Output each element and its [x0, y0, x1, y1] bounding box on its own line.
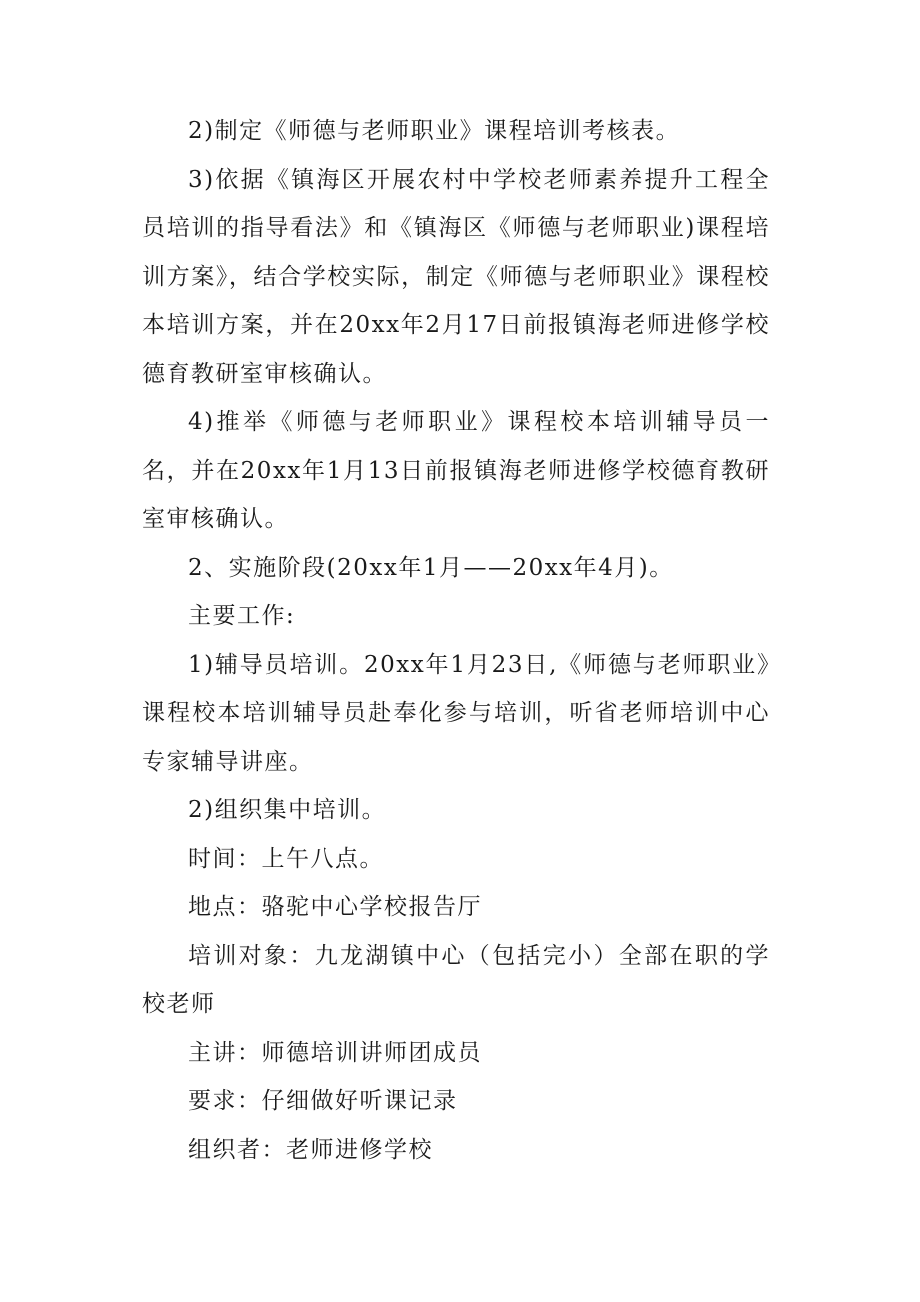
paragraph-lecturer: 主讲：师德培训讲师团成员: [188, 1039, 482, 1066]
paragraph-time: 时间：上午八点。: [188, 845, 384, 872]
paragraph-trainees: 培训对象：九龙湖镇中心（包括完小）全部在职的学校老师: [142, 942, 770, 1017]
document-body: [142, 107, 770, 1174]
paragraph-assessment-form: 2)制定《师德与老师职业》课程培训考核表。: [188, 118, 681, 144]
paragraph-tutor-training: 1)辅导员培训。20xx年1月23日,《师德与老师职业》课程校本培训辅导员赴奉化参与培训，听省老师培训中心专家辅导讲座。: [142, 651, 770, 775]
paragraph-training-plan: 3)依据《镇海区开展农村中学校老师素养提升工程全员培训的指导看法》和《镇海区《师德与老师职业)课程培训方案》，结合学校实际，制定《师德与老师职业》课程校本培训方案，并在20xx年2月17日前报镇海老师进修学校德育教研室审核确认。: [142, 166, 770, 387]
paragraph-centralized-training: 2)组织集中培训。: [188, 797, 387, 823]
paragraph-tutor-recommendation: 4)推举《师德与老师职业》课程校本培训辅导员一名，并在20xx年1月13日前报镇海老师进修学校德育教研室审核确认。: [142, 409, 770, 532]
paragraph-location: 地点：骆驼中心学校报告厅: [188, 894, 482, 920]
paragraph-implementation-stage: 2、实施阶段(20xx年1月——20xx年4月)。: [188, 554, 674, 581]
paragraph-organizer: 组织者：老师进修学校: [188, 1136, 433, 1163]
paragraph-requirements: 要求：仔细做好听课记录: [188, 1088, 458, 1114]
paragraph-main-work: 主要工作:: [188, 603, 296, 629]
